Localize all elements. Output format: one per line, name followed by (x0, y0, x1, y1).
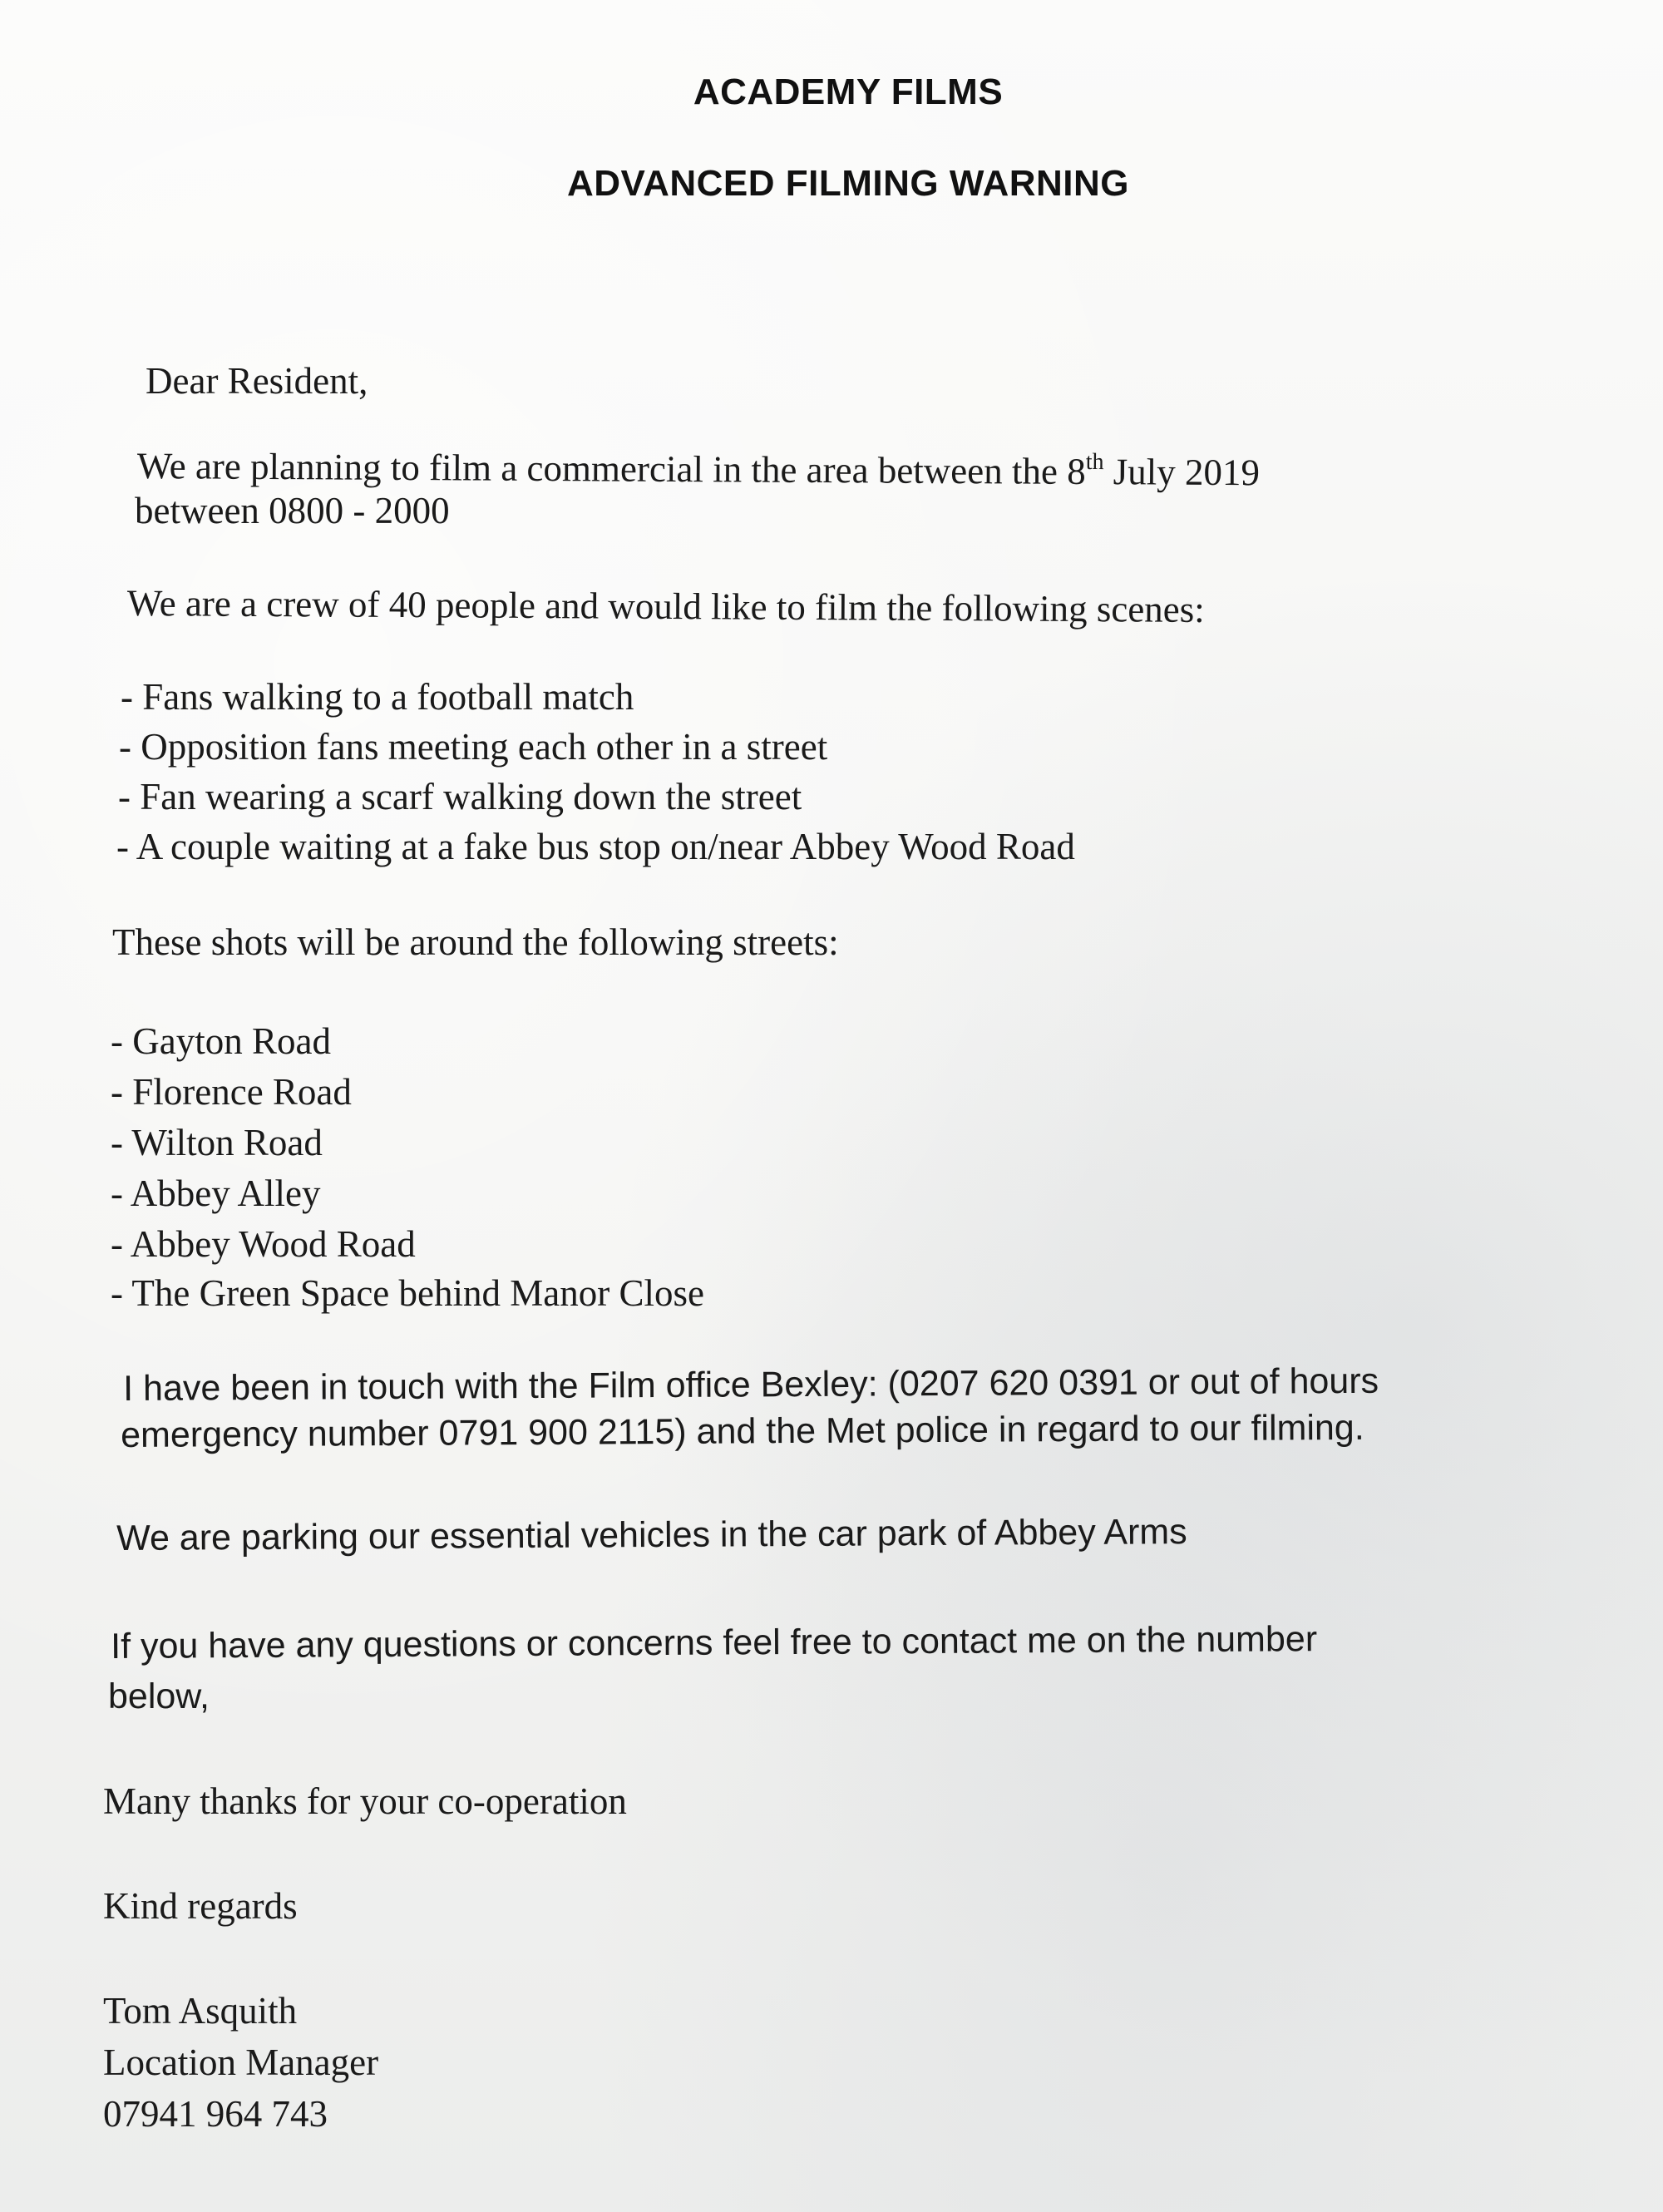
parking-sentence: We are parking our essential vehicles in the car park of Abbey Arms (116, 1512, 1187, 1558)
street-item: - The Green Space behind Manor Close (111, 1272, 704, 1314)
crew-sentence: We are a crew of 40 people and would like to film the following scenes: (126, 581, 1205, 630)
scene-item: - A couple waiting at a fake bus stop on/near Abbey Wood Road (116, 826, 1075, 867)
scene-item: - Fan wearing a scarf walking down the street (118, 776, 802, 817)
regards-line: Kind regards (103, 1885, 298, 1927)
intro-line-1-superscript: th (1085, 448, 1104, 476)
questions-line-2: below, (108, 1676, 210, 1716)
intro-line-2: between 0800 - 2000 (135, 490, 450, 531)
scene-item: - Opposition fans meeting each other in a street (119, 726, 828, 768)
signer-title: Location Manager (103, 2042, 379, 2083)
intro-line-1-end: July 2019 (1103, 451, 1261, 494)
signer-name: Tom Asquith (103, 1990, 298, 2032)
street-item: - Florence Road (111, 1071, 352, 1113)
street-item: - Abbey Wood Road (111, 1223, 416, 1265)
contact-line-2: emergency number 0791 900 2115) and the Met police in regard to our filming. (121, 1407, 1364, 1455)
scene-item: - Fans walking to a football match (121, 676, 634, 718)
salutation: Dear Resident, (146, 360, 368, 402)
contact-line-1: I have been in touch with the Film office Bexley: (0207 620 0391 or out of hours (123, 1360, 1379, 1409)
street-item: - Abbey Alley (111, 1173, 321, 1214)
intro-line-1-start: We are planning to film a commercial in the area between the 8 (136, 444, 1086, 492)
questions-line-1: If you have any questions or concerns feel free to contact me on the number (111, 1619, 1318, 1666)
thanks-line: Many thanks for your co-operation (103, 1780, 627, 1822)
street-item: - Wilton Road (111, 1122, 323, 1163)
signer-phone: 07941 964 743 (103, 2093, 328, 2135)
streets-intro: These shots will be around the following streets: (112, 921, 839, 963)
company-name: ACADEMY FILMS (693, 72, 1004, 112)
letter-title: ADVANCED FILMING WARNING (566, 163, 1130, 204)
street-item: - Gayton Road (111, 1020, 331, 1062)
